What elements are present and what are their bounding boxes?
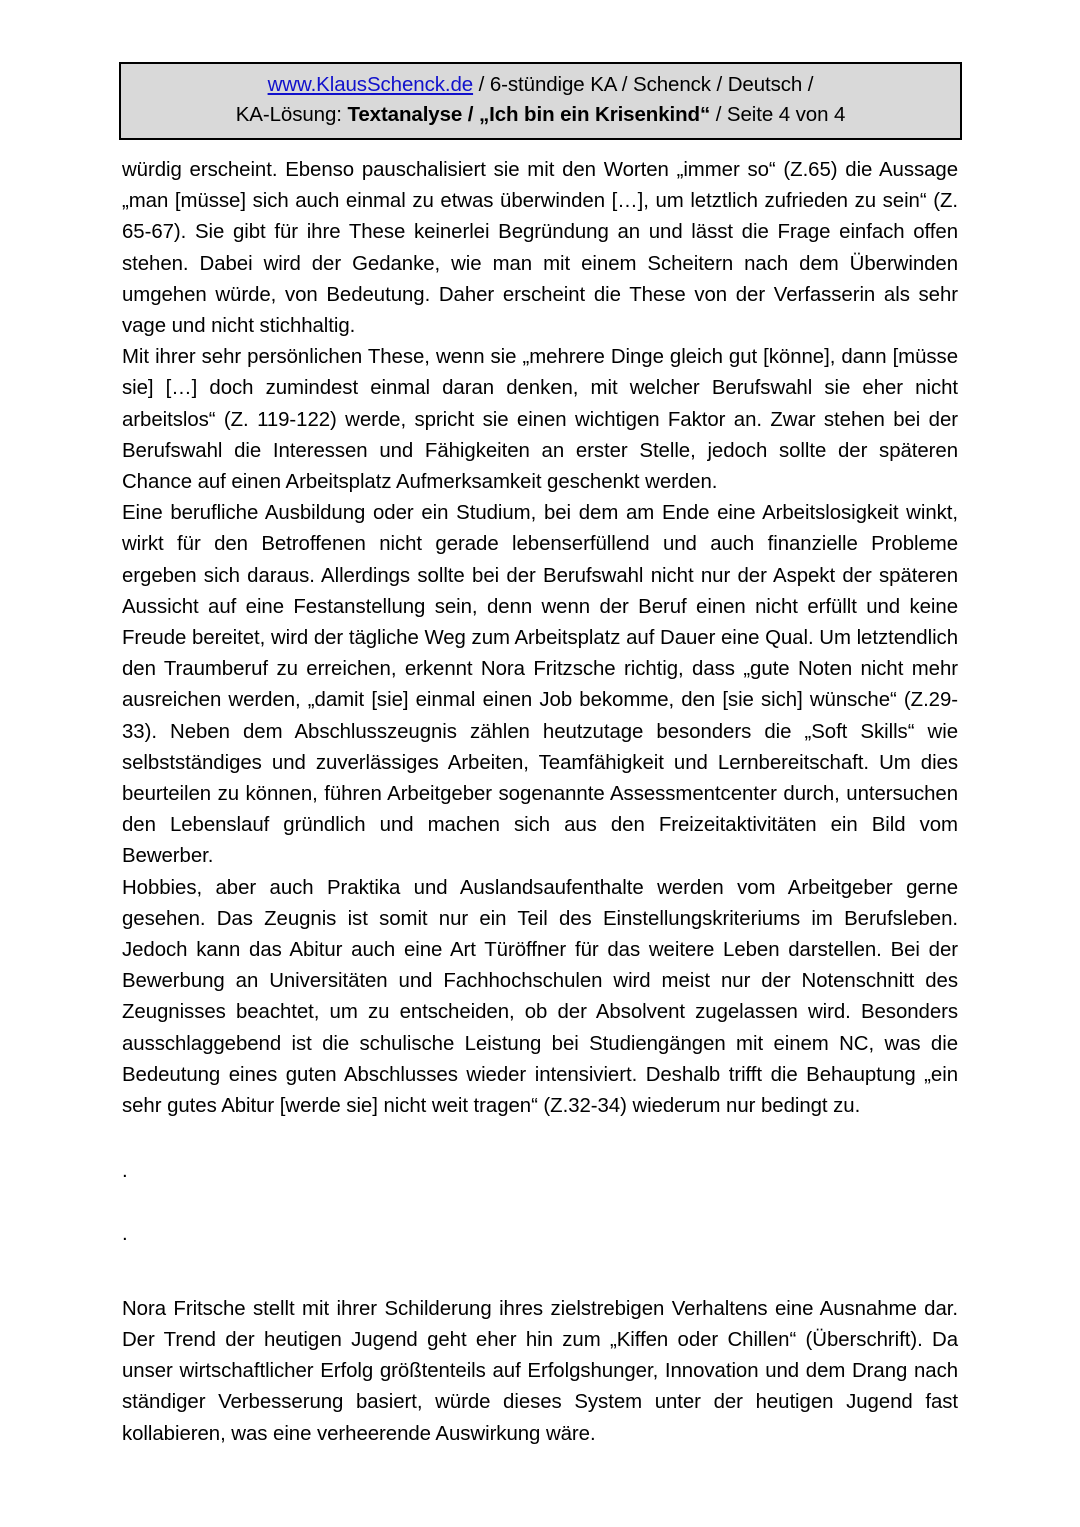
spacer-after-paragraph-4 — [122, 1122, 958, 1156]
document-body — [122, 155, 958, 1450]
header-line-2-title: Textanalyse / „Ich bin ein Krisenkind“ — [347, 103, 711, 126]
spacer-between-dots — [122, 1188, 958, 1219]
header-line-2-prefix: KA-Lösung: — [235, 103, 348, 126]
header-line-2 — [129, 100, 952, 130]
spacer-before-conclusion — [122, 1250, 958, 1294]
paragraph-4: Hobbies, aber auch Praktika und Auslandsaufenthalte werden vom Arbeitgeber gerne gesehen. Das Zeugnis ist somit nur ein Teil des Einstellungskriteriums im Berufsleben. Jedoch kann das Abitur auch eine Art Türöffner für das weitere Leben darstellen. Bei der Bewerbung an Universitäten und Fachhochschulen wird meist nur der Notenschnitt des Zeugnisses beachtet, um zu entscheiden, ob der Absolvent zugelassen wird. Besonders ausschlaggebend ist die schulische Leistung bei Studiengängen mit einem NC, was die Bedeutung eines guten Abschlusses wieder intensiviert. Deshalb trifft die Behauptung „ein sehr gutes Abitur [werde sie] nicht weit tragen“ (Z.32-34) wiederum nur bedingt zu. — [122, 876, 958, 1118]
paragraph-conclusion: Nora Fritsche stellt mit ihrer Schilderung ihres zielstrebigen Verhaltens eine Ausnahme dar. Der Trend der heutigen Jugend geht eher hin zum „Kiffen oder Chillen“ (Überschrift). Da unser wirtschaftlicher Erfolg größtenteils auf Erfolgshunger, Innovation und dem Drang nach ständiger Verbesserung basiert, würde dieses System unter der heutigen Jugend fast kollabieren, was eine verheerende Auswirkung wäre. — [122, 1297, 958, 1445]
paragraph-1: würdig erscheint. Ebenso pauschalisiert sie mit den Worten „immer so“ (Z.65) die Aussage „man [müsse] sich auch einmal zu etwas überwinden […], um letztlich zufrieden zu sein“ (Z. 65-67). Sie gibt für ihre These keinerlei Begründung an und lässt die Frage einfach offen stehen. Dabei wird der Gedanke, wie man mit einem Scheitern nach dem Überwinden umgehen würde, von Bedeutung. Daher erscheint die These von der Verfasserin als sehr vage und nicht stichhaltig. — [122, 159, 958, 338]
dot-marker-1: . — [122, 1160, 128, 1183]
paragraph-2: Mit ihrer sehr persönlichen These, wenn sie „mehrere Dinge gleich gut [könne], dann [müsse sie] […] doch zumindest einmal daran denken, mit welcher Berufswahl sie eher nicht arbeitslos“ (Z. 119-122) werde, spricht sie einen wichtigen Faktor an. Zwar stehen bei der Berufswahl die Interessen und Fähigkeiten an erster Stelle, jedoch sollte der späteren Chance auf einen Arbeitsplatz Aufmerksamkeit geschenkt werden. — [122, 346, 958, 494]
header-line-1 — [129, 70, 952, 100]
header-line-2-suffix: / Seite 4 von 4 — [710, 103, 846, 126]
dot-marker-2: . — [122, 1222, 128, 1245]
paragraph-3: Eine berufliche Ausbildung oder ein Studium, bei dem am Ende eine Arbeitslosigkeit winkt, wirkt für den Betroffenen nicht gerade lebenserfüllend und auch finanzielle Probleme ergeben sich daraus. Allerdings sollte bei der Berufswahl nicht nur der Aspekt der späteren Aussicht auf eine Festanstellung sein, denn wenn der Beruf einen nicht erfüllt und keine Freude bereitet, wird der tägliche Weg zum Arbeitsplatz auf Dauer eine Qual. Um letztendlich den Traumberuf zu erreichen, erkennt Nora Fritzsche richtig, dass „gute Noten nicht mehr ausreichen werden, „damit [sie] einmal einen Job bekomme, den [sie sich] wünsche“ (Z.29-33). Neben dem Abschlusszeugnis zählen heutzutage besonders die „Soft Skills“ wie selbstständiges und zuverlässiges Arbeiten, Teamfähigkeit und Lernbereitschaft. Um dies beurteilen zu können, führen Arbeitgeber sogenannte Assessmentcenter durch, untersuchen den Lebenslauf gründlich und machen sich aus den Freizeitaktivitäten ein Bild vom Bewerber. — [122, 502, 958, 868]
document-header-box — [119, 62, 962, 140]
header-line-1-rest: / 6-stündige KA / Schenck / Deutsch / — [473, 73, 814, 96]
klausschenck-website-link[interactable]: www.KlausSchenck.de — [267, 73, 474, 96]
